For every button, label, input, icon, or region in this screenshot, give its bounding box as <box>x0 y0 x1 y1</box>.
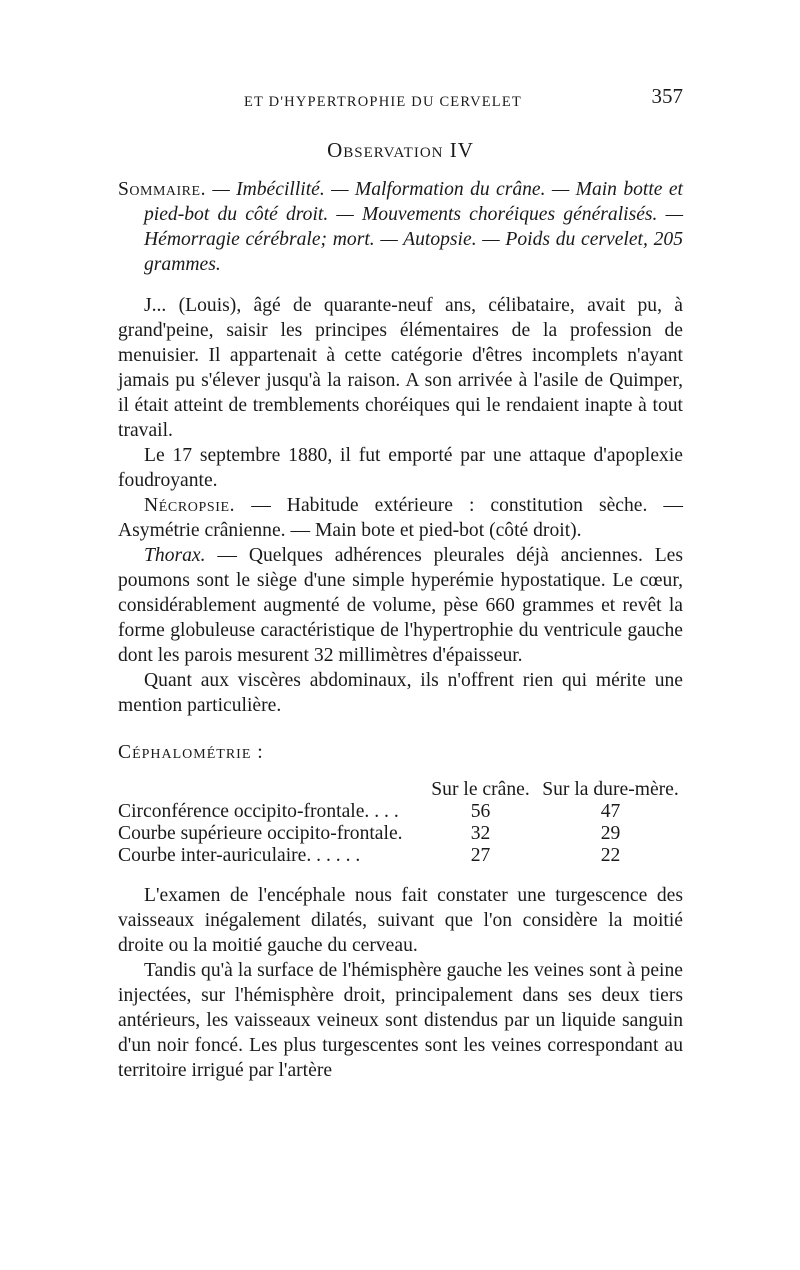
page-number: 357 <box>651 84 683 108</box>
table-row <box>118 823 683 845</box>
book-page <box>118 84 683 1083</box>
observation-title: Observation IV <box>327 138 474 162</box>
column-header: Sur la dure-mère. <box>542 779 679 800</box>
table-row <box>118 801 683 823</box>
table-header-row <box>118 779 683 801</box>
summary-text: — Imbécillité. — Malformation du crâne. — Main botte et pied-bot du côté droit. — Mouvements choréiques généralisés. — Hémorragie cérébrale; mort. — Autopsie. — Poids du cervelet, 205 grammes. <box>144 179 683 275</box>
cephalometry-heading: Céphalométrie : <box>118 742 264 763</box>
cell-crane: 27 <box>470 845 491 866</box>
running-header <box>118 84 683 122</box>
cell-dure-mere: 29 <box>600 823 621 844</box>
necropsy-label: Nécropsie. <box>144 495 236 516</box>
cell-crane: 32 <box>470 823 491 844</box>
running-title: ET D'HYPERTROPHIE DU CERVELET <box>244 94 522 110</box>
necropsy-paragraph <box>118 493 683 543</box>
column-header: Sur le crâne. <box>431 779 530 800</box>
summary-paragraph <box>118 177 683 277</box>
hemisphere-paragraph: Tandis qu'à la surface de l'hémisphère gauche les veines sont à peine injectées, sur l'hémisphère droit, principalement dans ses deux tiers antérieurs, les vaisseaux veineux sont distendus par un liquide sanguin d'un noir foncé. Les plus turgescentes sont les veines correspondant au territoire irrigué par l'artère <box>118 960 683 1081</box>
encephalon-paragraph: L'examen de l'encéphale nous fait constater une turgescence des vaisseaux inégalement dilatés, suivant que l'on considère la moitié droite ou la moitié gauche du cerveau. <box>118 885 683 956</box>
cell-crane: 56 <box>470 801 491 822</box>
cell-dure-mere: 22 <box>600 845 621 866</box>
cephalometry-table <box>118 779 683 867</box>
necropsy-text: — Habitude extérieure : constitution sèche. — Asymétrie crânienne. — Main bote et pied-bot (côté droit). <box>118 495 683 541</box>
thorax-label: Thorax. <box>144 545 206 566</box>
death-paragraph: Le 17 septembre 1880, il fut emporté par une attaque d'apoplexie foudroyante. <box>118 445 683 491</box>
summary-label: Sommaire. <box>118 179 206 200</box>
cell-dure-mere: 47 <box>600 801 621 822</box>
table-row <box>118 845 683 867</box>
row-label: Circonférence occipito-frontale. . . . <box>118 801 399 822</box>
thorax-paragraph <box>118 543 683 668</box>
thorax-text: — Quelques adhérences pleurales déjà anciennes. Les poumons sont le siège d'une simple hyperémie hypostatique. Le cœur, considérablement augmenté de volume, pèse 660 grammes et revêt la forme globuleuse caractéristique de l'hypertrophie du ventricule gauche dont les parois mesurent 32 millimètres d'épaisseur. <box>118 545 683 666</box>
abdomen-paragraph: Quant aux viscères abdominaux, ils n'offrent rien qui mérite une mention particulière. <box>118 670 683 716</box>
row-label: Courbe supérieure occipito-frontale. <box>118 823 403 844</box>
row-label: Courbe inter-auriculaire. . . . . . <box>118 845 361 866</box>
history-paragraph: J... (Louis), âgé de quarante-neuf ans, célibataire, avait pu, à grand'peine, saisir les principes élémentaires de la profession de menuisier. Il appartenait à cette catégorie d'êtres incomplets n'ayant jamais pu s'élever jusqu'à la raison. A son arrivée à l'asile de Quimper, il était atteint de tremblements choréiques qui le rendaient inapte à tout travail. <box>118 295 683 441</box>
table-header-blank <box>118 779 423 801</box>
